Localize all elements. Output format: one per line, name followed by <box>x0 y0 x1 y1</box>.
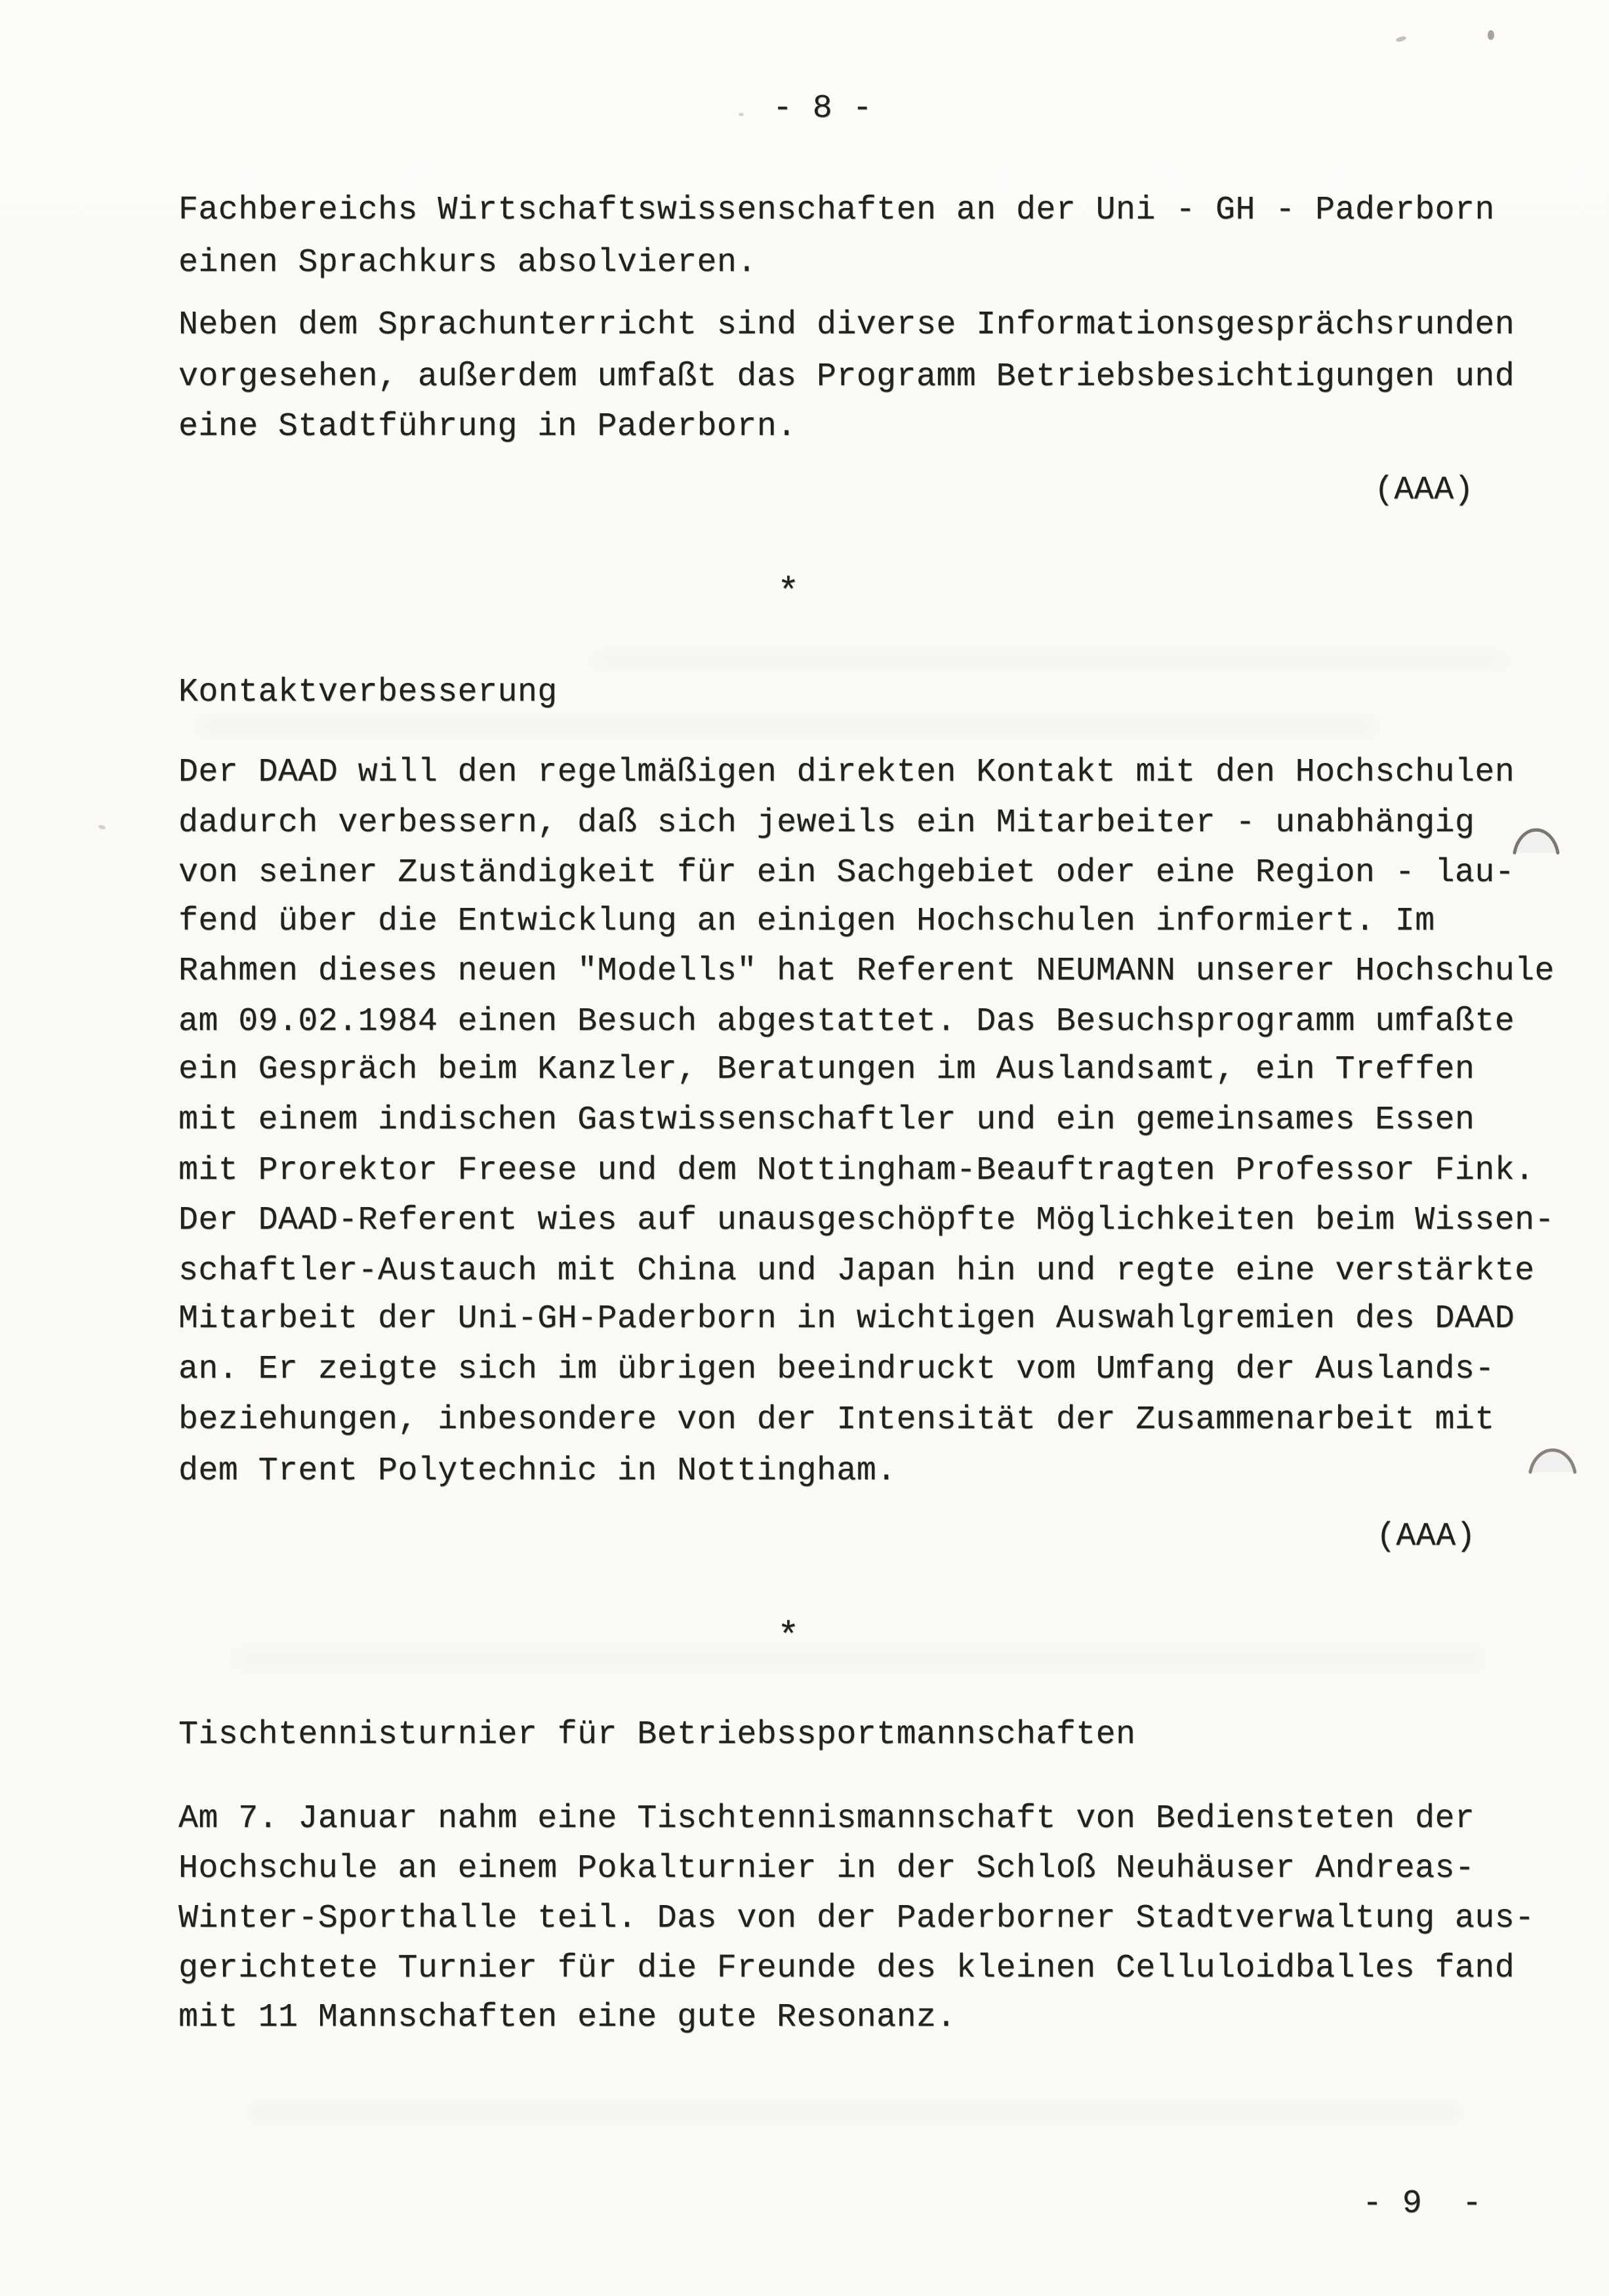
body-line: von seiner Zuständigkeit für ein Sachgebiet oder eine Region - lau- <box>178 854 1515 892</box>
scan-artifact-smudge <box>197 718 1377 735</box>
section-separator-asterisk: * <box>777 571 800 613</box>
body-line: einen Sprachkurs absolvieren. <box>178 244 757 281</box>
body-line: am 09.02.1984 einen Besuch abgestattet. Das Besuchsprogramm umfaßte <box>178 1003 1515 1040</box>
body-line: Rahmen dieses neuen "Modells" hat Referent NEUMANN unserer Hochschule <box>178 953 1555 990</box>
body-line: gerichtete Turnier für die Freunde des kleinen Celluloidballes fand <box>178 1950 1515 1987</box>
page-number-top: - 8 - <box>773 90 873 127</box>
scan-artifact-arc <box>1528 1441 1578 1475</box>
body-line: fend über die Entwicklung an einigen Hochschulen informiert. Im <box>178 903 1435 940</box>
scan-artifact-smudge <box>236 1650 1482 1667</box>
body-line: an. Er zeigte sich im übrigen beeindruckt vom Umfang der Auslands- <box>178 1351 1495 1388</box>
body-line: Neben dem Sprachunterricht sind diverse Informationsgesprächsrunden <box>178 306 1515 344</box>
body-line: mit 11 Mannschaften eine gute Resonanz. <box>178 1999 956 2036</box>
body-line: dadurch verbessern, daß sich jeweils ein Mitarbeiter - unabhängig <box>178 804 1475 842</box>
body-line: mit einem indischen Gastwissenschaftler und ein gemeinsames Essen <box>178 1101 1475 1139</box>
scan-artifact-speck <box>739 113 744 116</box>
attribution-aaa: (AAA) <box>1376 1518 1477 1555</box>
body-line: Der DAAD will den regelmäßigen direkten Kontakt mit den Hochschulen <box>178 754 1515 791</box>
scan-artifact-smudge <box>590 653 1509 667</box>
body-line: Winter-Sporthalle teil. Das von der Paderborner Stadtverwaltung aus- <box>178 1900 1535 1937</box>
scan-artifact-speck <box>1395 35 1406 43</box>
body-line: Am 7. Januar nahm eine Tischtennismannschaft von Bediensteten der <box>178 1800 1475 1837</box>
body-line: dem Trent Polytechnic in Nottingham. <box>178 1452 897 1490</box>
section-separator-asterisk: * <box>777 1616 800 1658</box>
heading-kontaktverbesserung: Kontaktverbesserung <box>178 674 558 711</box>
body-line: Hochschule an einem Pokalturnier in der Schloß Neuhäuser Andreas- <box>178 1850 1475 1887</box>
scan-artifact-arc <box>1512 820 1560 855</box>
body-line: beziehungen, inbesondere von der Intensität der Zusammenarbeit mit <box>178 1401 1495 1439</box>
body-line: vorgesehen, außerdem umfaßt das Programm Betriebsbesichtigungen und <box>178 358 1515 396</box>
body-line: Fachbereichs Wirtschaftswissenschaften an der Uni - GH - Paderborn <box>178 192 1495 229</box>
body-line: mit Prorektor Freese und dem Nottingham-Beauftragten Professor Fink. <box>178 1152 1535 1189</box>
scan-artifact-speck <box>98 824 106 830</box>
scan-artifact-smudge <box>249 2102 1463 2122</box>
body-line: Der DAAD-Referent wies auf unausgeschöpfte Möglichkeiten beim Wissen- <box>178 1202 1555 1239</box>
body-line: ein Gespräch beim Kanzler, Beratungen im Auslandsamt, ein Treffen <box>178 1051 1475 1088</box>
page-number-bottom: - 9 - <box>1362 2185 1482 2223</box>
body-line: Mitarbeit der Uni-GH-Paderborn in wichtigen Auswahlgremien des DAAD <box>178 1300 1515 1338</box>
heading-tischtennisturnier: Tischtennisturnier für Betriebssportmannschaften <box>178 1716 1136 1753</box>
scan-artifact-speck <box>1488 30 1494 40</box>
body-line: eine Stadtführung in Paderborn. <box>178 408 797 445</box>
body-line: schaftler-Austauch mit China und Japan hin und regte eine verstärkte <box>178 1252 1535 1290</box>
attribution-aaa: (AAA) <box>1374 472 1475 509</box>
